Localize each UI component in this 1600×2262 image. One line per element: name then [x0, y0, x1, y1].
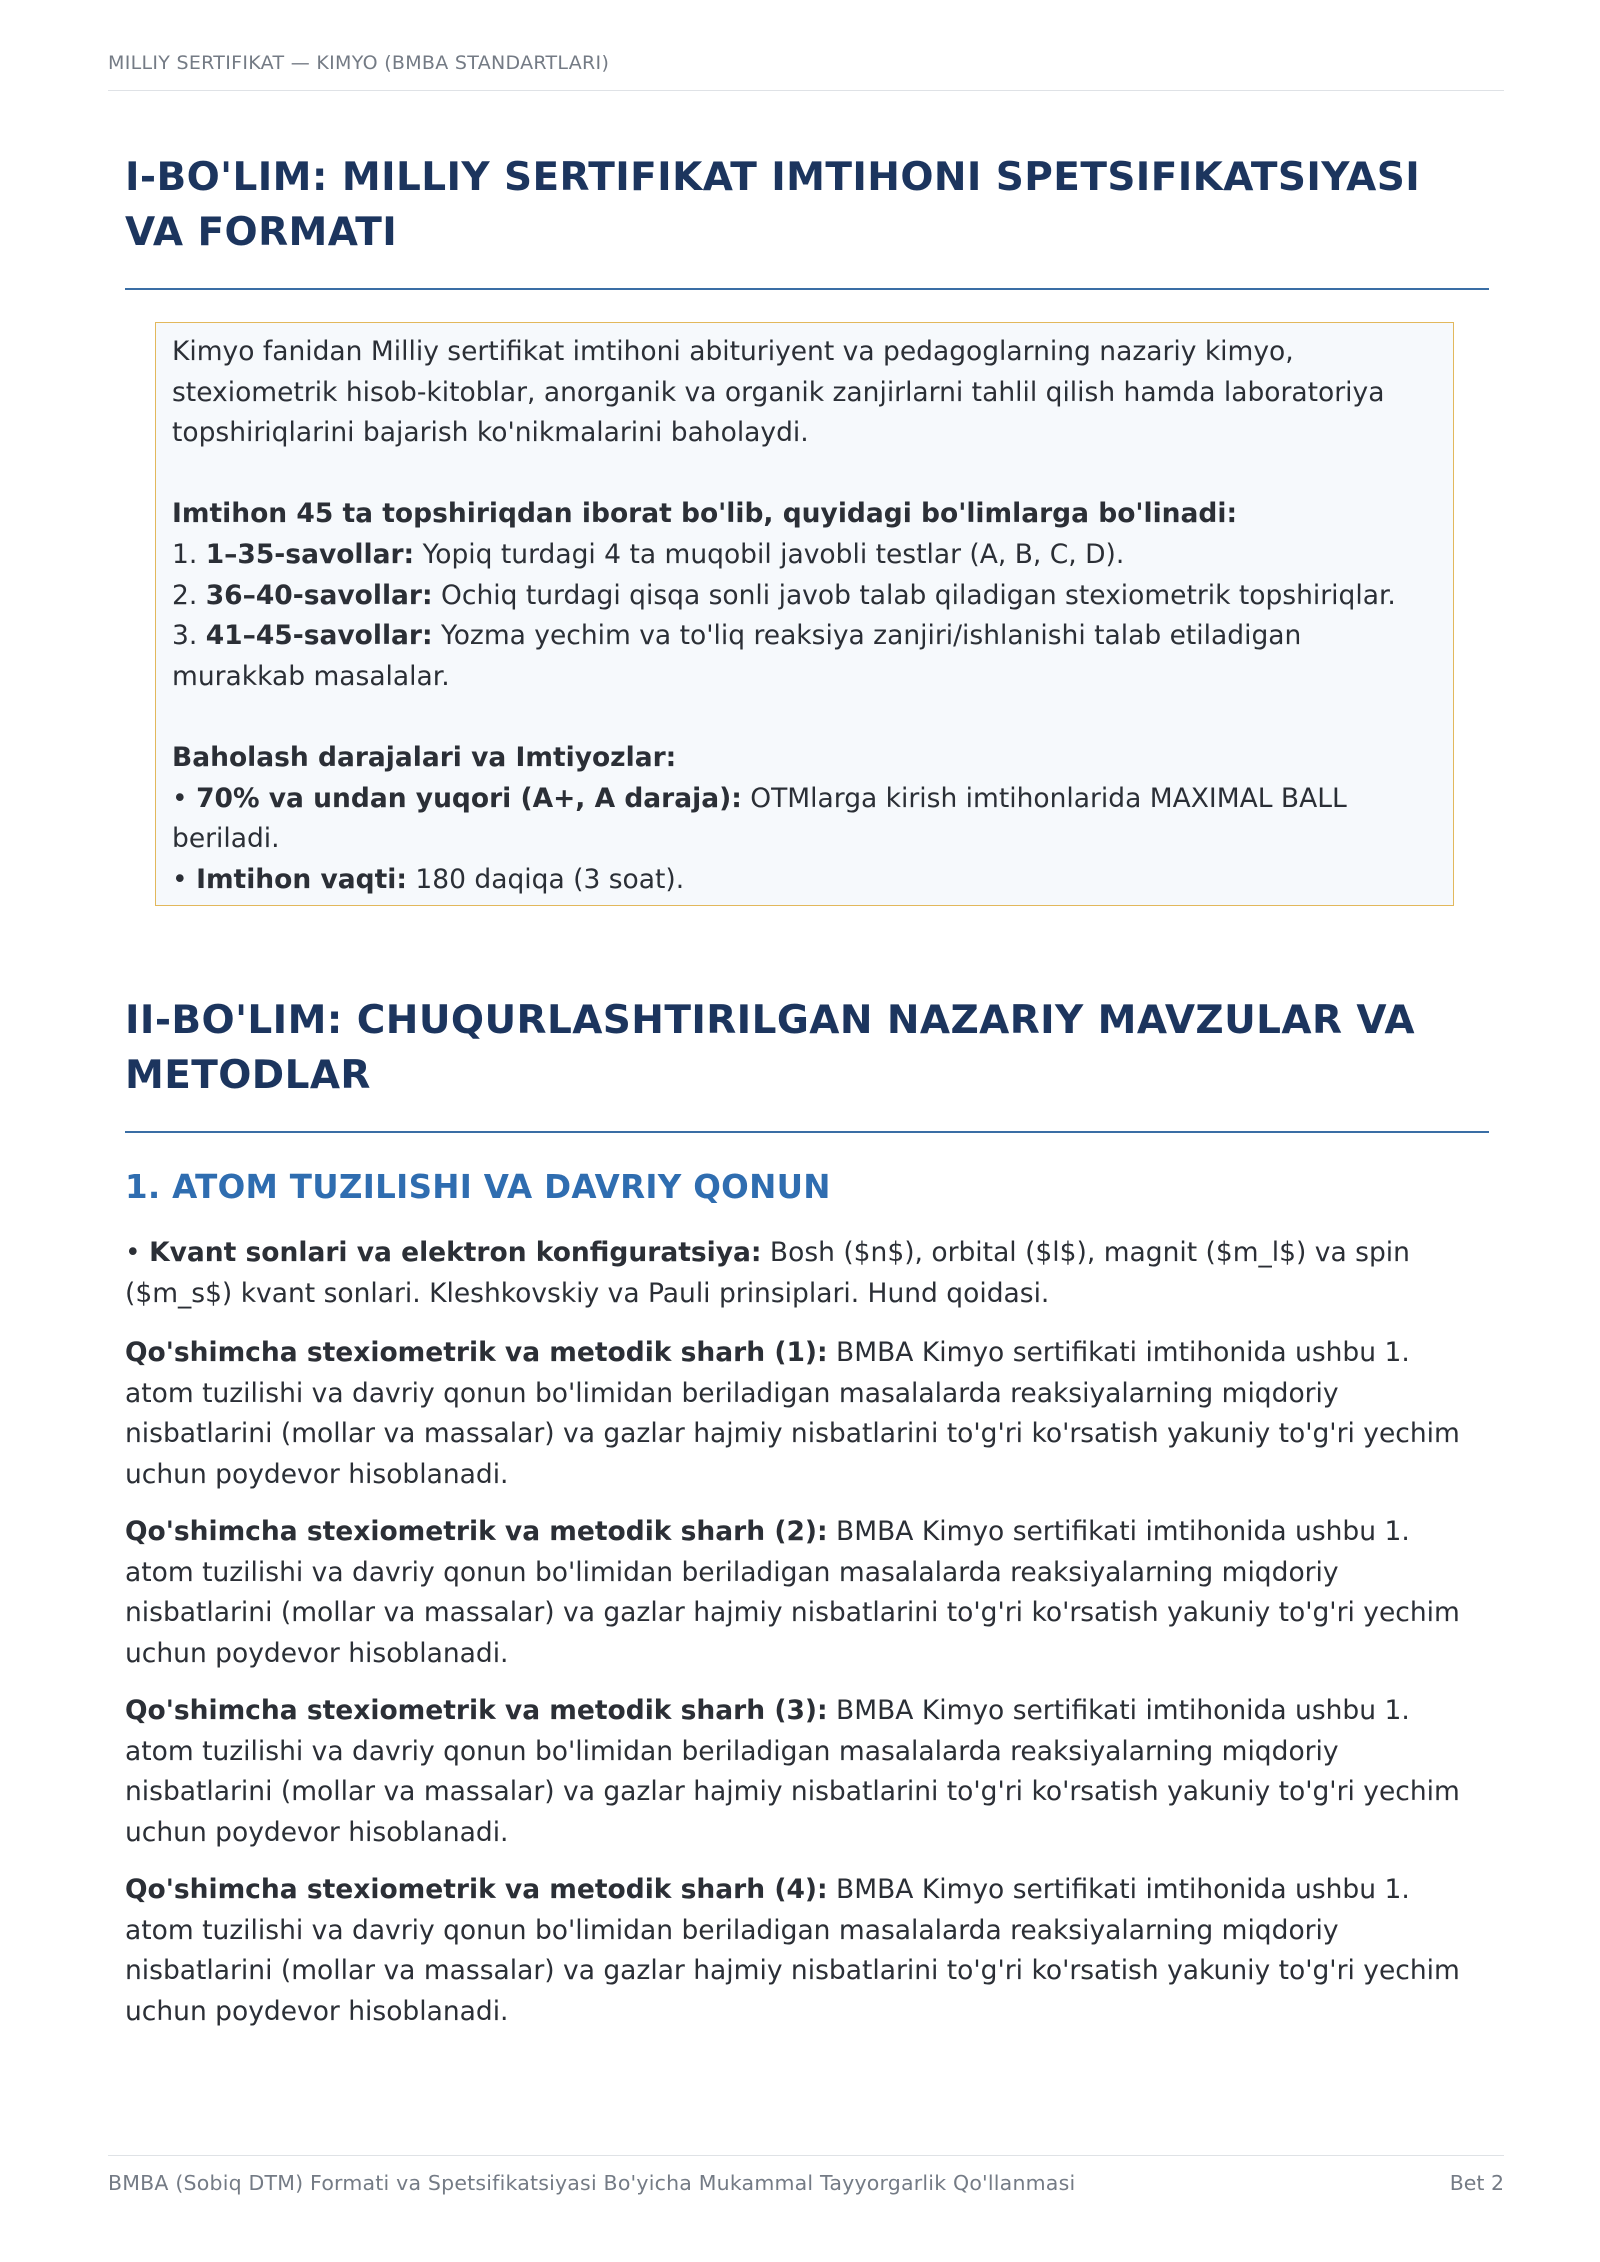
- exam-spec-box: [155, 322, 1454, 906]
- methodical-comment-3: Qo'shimcha stexiometrik va metodik sharh (3): BMBA Kimyo sertifikati imtihonida ushbu 1. atom tuzilishi va davriy qonun bo'limidan beriladigan masalalarda reaksiyalarning miqdoriy nisbatlarini (mollar va massalar) va gazlar hajmiy nisbatlarini to'g'ri ko'rsatish yakuniy to'g'ri yechim uchun poydevor hisoblanadi.: [125, 1695, 1460, 1848]
- footer-divider: [108, 2155, 1504, 2156]
- running-header: MILLIY SERTIFIKAT — KIMYO (BMBA STANDARTLARI): [108, 52, 610, 74]
- list-item: 2. 36–40-savollar: Ochiq turdagi qisqa sonli javob talab qiladigan stexiometrik topshiriqlar.: [172, 579, 1396, 611]
- list-item: • 70% va undan yuqori (A+, A daraja): OTMlarga kirish imtihonlarida MAXIMAL BALL beriladi.: [172, 782, 1347, 855]
- list-item: • Imtihon vaqti: 180 daqiqa (3 soat).: [172, 863, 685, 895]
- section-1-title: [125, 150, 1485, 260]
- section-1-title-line2: VA FORMATI: [125, 210, 398, 255]
- section-1-divider: [125, 288, 1489, 290]
- intro-text: Kimyo fanidan Milliy sertifikat imtihoni abituriyent va pedagoglarning nazariy kimyo, stexiometrik hisob-kitoblar, anorganik va organik zanjirlarni tahlil qilish hamda laboratoriya topshiriqlarini bajarish ko'nikmalarini baholaydi.: [172, 336, 1385, 449]
- section-2-title-line2: METODLAR: [125, 1053, 371, 1098]
- list-item: 1. 1–35-savollar: Yopiq turdagi 4 ta muqobil javobli testlar (A, B, C, D).: [172, 538, 1125, 570]
- quantum-numbers-paragraph: • Kvant sonlari va elektron konfiguratsiya: Bosh ($n$), orbital ($l$), magnit ($m_l$) va spin ($m_s$) kvant sonlari. Kleshkovskiy va Pauli prinsiplari. Hund qoidasi.: [125, 1237, 1410, 1309]
- page-number: Bet 2: [1449, 2171, 1504, 2195]
- methodical-comment-4: Qo'shimcha stexiometrik va metodik sharh (4): BMBA Kimyo sertifikati imtihonida ushbu 1. atom tuzilishi va davriy qonun bo'limidan beriladigan masalalarda reaksiyalarning miqdoriy nisbatlarini (mollar va massalar) va gazlar hajmiy nisbatlarini to'g'ri ko'rsatish yakuniy to'g'ri yechim uchun poydevor hisoblanadi.: [125, 1874, 1460, 2027]
- grading-heading: Baholash darajalari va Imtiyozlar:: [172, 741, 677, 773]
- section-1-title-line1: I-BO'LIM: MILLIY SERTIFIKAT IMTIHONI SPETSIFIKATSIYASI: [125, 155, 1421, 200]
- list-item: 3. 41–45-savollar: Yozma yechim va to'liq reaksiya zanjiri/ishlanishi talab etiladigan murakkab masalalar.: [172, 620, 1302, 692]
- footer-document-title: BMBA (Sobiq DTM) Formati va Spetsifikatsiyasi Bo'yicha Mukammal Tayyorgarlik Qo'llanmasi: [108, 2171, 1076, 2195]
- section-2-title: [125, 993, 1485, 1103]
- structure-heading: Imtihon 45 ta topshiriqdan iborat bo'lib, quyidagi bo'limlarga bo'linadi:: [172, 498, 1238, 530]
- section-2-title-line1: II-BO'LIM: CHUQURLASHTIRILGAN NAZARIY MAVZULAR VA: [125, 998, 1415, 1043]
- section-2-divider: [125, 1131, 1489, 1133]
- methodical-comment-2: Qo'shimcha stexiometrik va metodik sharh (2): BMBA Kimyo sertifikati imtihonida ushbu 1. atom tuzilishi va davriy qonun bo'limidan beriladigan masalalarda reaksiyalarning miqdoriy nisbatlarini (mollar va massalar) va gazlar hajmiy nisbatlarini to'g'ri ko'rsatish yakuniy to'g'ri yechim uchun poydevor hisoblanadi.: [125, 1516, 1460, 1669]
- header-divider: [108, 90, 1504, 91]
- subsection-title: 1. ATOM TUZILISHI VA DAVRIY QONUN: [125, 1168, 831, 1206]
- methodical-comment-1: Qo'shimcha stexiometrik va metodik sharh (1): BMBA Kimyo sertifikati imtihonida ushbu 1. atom tuzilishi va davriy qonun bo'limidan beriladigan masalalarda reaksiyalarning miqdoriy nisbatlarini (mollar va massalar) va gazlar hajmiy nisbatlarini to'g'ri ko'rsatish yakuniy to'g'ri yechim uchun poydevor hisoblanadi.: [125, 1337, 1460, 1490]
